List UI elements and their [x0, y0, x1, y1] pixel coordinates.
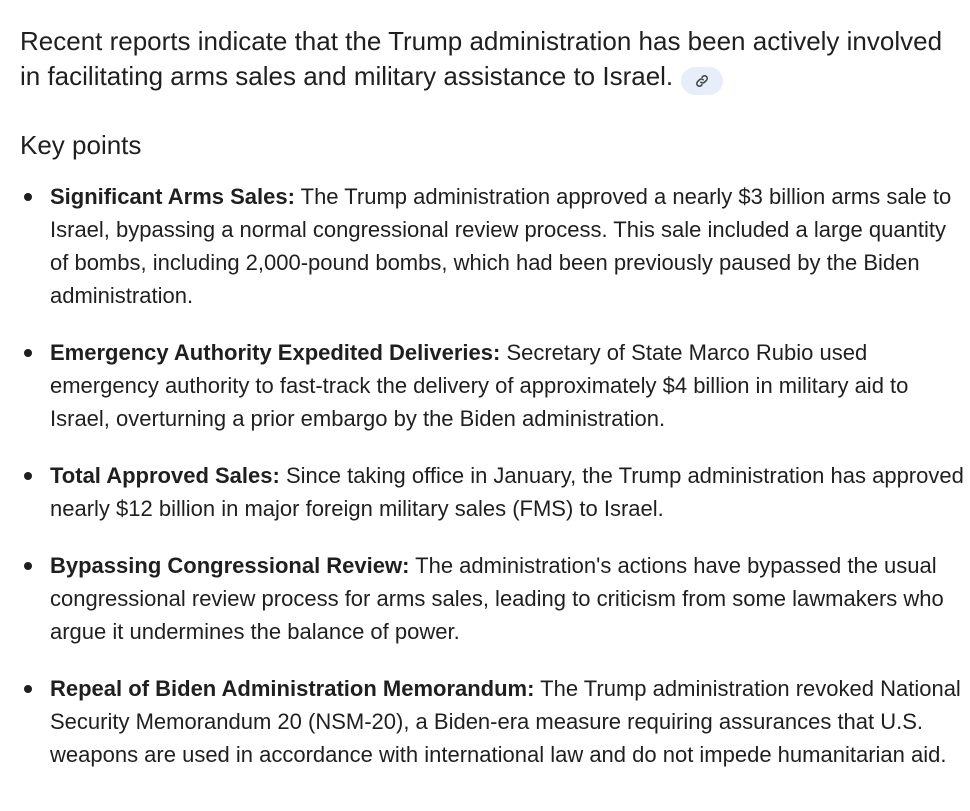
bullet-icon [24, 193, 32, 201]
bullet-icon [24, 472, 32, 480]
point-title: Total Approved Sales: [50, 463, 280, 488]
key-points-heading: Key points [20, 130, 142, 160]
point-title: Emergency Authority Expedited Deliveries: [50, 340, 501, 365]
list-item [20, 549, 965, 648]
key-points-list [20, 180, 965, 771]
source-link-chip[interactable] [681, 67, 723, 95]
list-item [20, 459, 965, 525]
point-text: The Trump administration revoked National Security Memorandum 20 (NSM-20), a Biden-era measure requiring assurances that U.S. weapons are used in accordance with international law and do not impede humanitarian aid. [50, 676, 961, 767]
bullet-icon [24, 349, 32, 357]
intro-text: Recent reports indicate that the Trump administration has been actively involved in facilitating arms sales and military assistance to Israel. [20, 26, 943, 91]
bullet-icon [24, 562, 32, 570]
bullet-icon [24, 685, 32, 693]
point-text: Since taking office in January, the Trump administration has approved nearly $12 billion in major foreign military sales (FMS) to Israel. [50, 463, 964, 521]
point-text: Secretary of State Marco Rubio used emergency authority to fast-track the delivery of approximately $4 billion in military aid to Israel, overturning a prior embargo by the Biden administration. [50, 340, 909, 431]
point-text: The administration's actions have bypassed the usual congressional review process for arms sales, leading to criticism from some lawmakers who argue it undermines the balance of power. [50, 553, 944, 644]
list-item [20, 180, 965, 312]
list-item [20, 336, 965, 435]
list-item [20, 672, 965, 771]
point-title: Significant Arms Sales: [50, 184, 295, 209]
link-icon [695, 74, 709, 88]
point-text: The Trump administration approved a nearly $3 billion arms sale to Israel, bypassing a normal congressional review process. This sale included a large quantity of bombs, including 2,000-pound bombs, which had been previously paused by the Biden administration. [50, 184, 952, 308]
intro-paragraph [20, 24, 950, 95]
point-title: Repeal of Biden Administration Memorandum: [50, 676, 535, 701]
point-title: Bypassing Congressional Review: [50, 553, 410, 578]
